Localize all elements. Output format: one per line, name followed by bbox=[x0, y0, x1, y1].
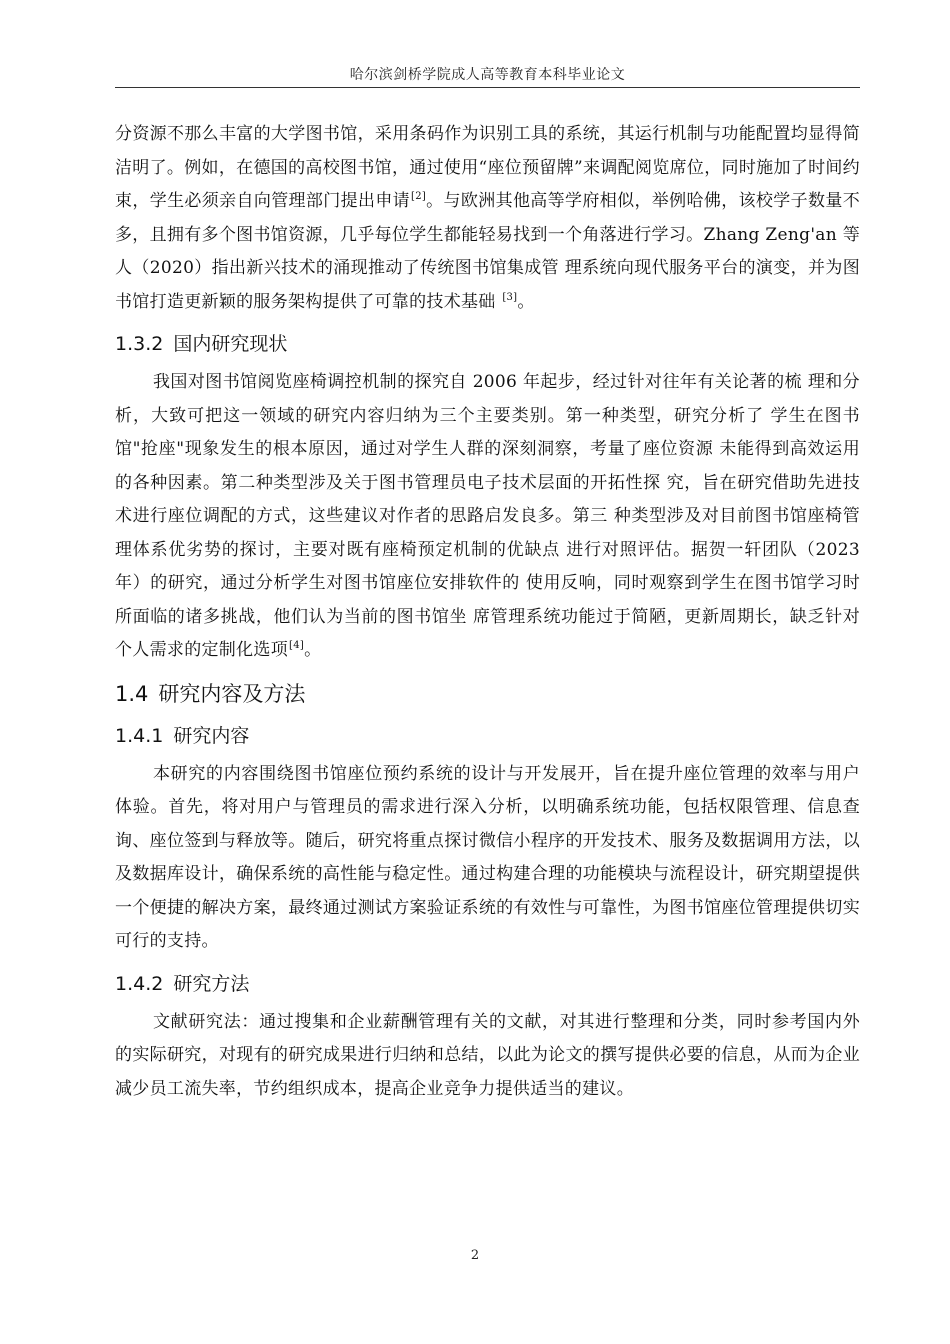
heading-number: 1.4.1 bbox=[115, 724, 164, 747]
running-header: 哈尔滨剑桥学院成人高等教育本科毕业论文 bbox=[349, 67, 626, 83]
paragraph-text: 。与欧洲其他高等学府相似，举例哈佛，该校学子数量不多，且拥有多个图书馆资源，几乎每位学生都能轻易找到一个角落进行学习。Zhang Zeng'an 等人（2020）指出新兴技术的涌现推动了传统图书馆集成管 理系统向现代服务平台的演变，并为图书馆打造更新颖的服务架构提供了可靠的技术基础 bbox=[115, 191, 861, 312]
paragraph-text: 分资源不那么丰富的大学图书馆，采用条码作为识别工具的系统，其运行机制与功能配置均显得简洁明了。例如，在德国的高校图书馆，通过使用“座位预留牌”来调配阅览席位，同时施加了时间约束，学生必须亲自向管理部门提出申请 bbox=[115, 124, 860, 211]
paragraph-text: 我国对图书馆阅览座椅调控机制的探究自 2006 年起步，经过针对往年有关论著的梳 理和分析，大致可把这一领域的研究内容归纳为三个主要类别。第一种类型，研究分析了 学生在图书馆"抢座"现象发生的根本原因，通过对学生人群的深刻洞察，考量了座位资源 未能得到高效运用的各种因素。第二种类型涉及关于图书管理员电子技术层面的开拓性探 究，旨在研究借助先进技术进行座位调配的方式，这些建议对作者的思路启发良多。第三 种类型涉及对目前图书馆座椅管理体系优劣势的探讨，主要对既有座椅预定机制的优缺点 进行对照评估。据贺一轩团队（2023 年）的研究，通过分析学生对图书馆座位安排软件的 使用反响，同时观察到学生在图书馆学习时所面临的诸多挑战，他们认为当前的图书馆坐 席管理系统功能过于简陋，更新周期长，缺乏针对个人需求的定制化选项 bbox=[115, 372, 860, 660]
paragraph-research-method: 文献研究法：通过搜集和企业薪酬管理有关的文献，对其进行整理和分类，同时参考国内外的实际研究，对现有的研究成果进行归纳和总结，以此为论文的撰写提供必要的信息，从而为企业减少员工流失率，节约组织成本，提高企业竞争力提供适当的建议。 bbox=[115, 1011, 860, 1099]
heading-number: 1.4 bbox=[115, 681, 149, 706]
heading-title: 国内研究现状 bbox=[173, 333, 288, 355]
heading-title: 研究方法 bbox=[173, 972, 250, 995]
citation-marker: [2] bbox=[411, 191, 427, 203]
heading-title: 研究内容及方法 bbox=[158, 681, 306, 706]
header-divider bbox=[115, 87, 860, 88]
heading-1-4-1 bbox=[115, 720, 860, 752]
paragraph-text: 。 bbox=[517, 291, 535, 312]
heading-title: 研究内容 bbox=[173, 724, 250, 747]
heading-number: 1.3.2 bbox=[115, 333, 164, 355]
citation-marker: [3] bbox=[502, 291, 518, 303]
heading-1-4-2 bbox=[115, 968, 860, 1000]
heading-1-3-2 bbox=[115, 328, 860, 360]
paragraph-text: 。 bbox=[304, 640, 322, 660]
citation-marker: [4] bbox=[289, 640, 305, 652]
heading-1-4 bbox=[115, 677, 860, 711]
heading-number: 1.4.2 bbox=[115, 972, 164, 995]
paragraph-domestic-research bbox=[115, 366, 860, 668]
page-body bbox=[115, 118, 860, 1106]
page-number: 2 bbox=[470, 1248, 480, 1263]
paragraph-foreign-research bbox=[115, 118, 860, 319]
paragraph-research-content: 本研究的内容围绕图书馆座位预约系统的设计与开发展开，旨在提升座位管理的效率与用户体验。首先，将对用户与管理员的需求进行深入分析，以明确系统功能，包括权限管理、信息查询、座位签到与释放等。随后，研究将重点探讨微信小程序的开发技术、服务及数据调用方法，以及数据库设计，确保系统的高性能与稳定性。通过构建合理的功能模块与流程设计，研究期望提供一个便捷的解决方案，最终通过测试方案验证系统的有效性与可靠性，为图书馆座位管理提供切实可行的支持。 bbox=[115, 763, 860, 951]
